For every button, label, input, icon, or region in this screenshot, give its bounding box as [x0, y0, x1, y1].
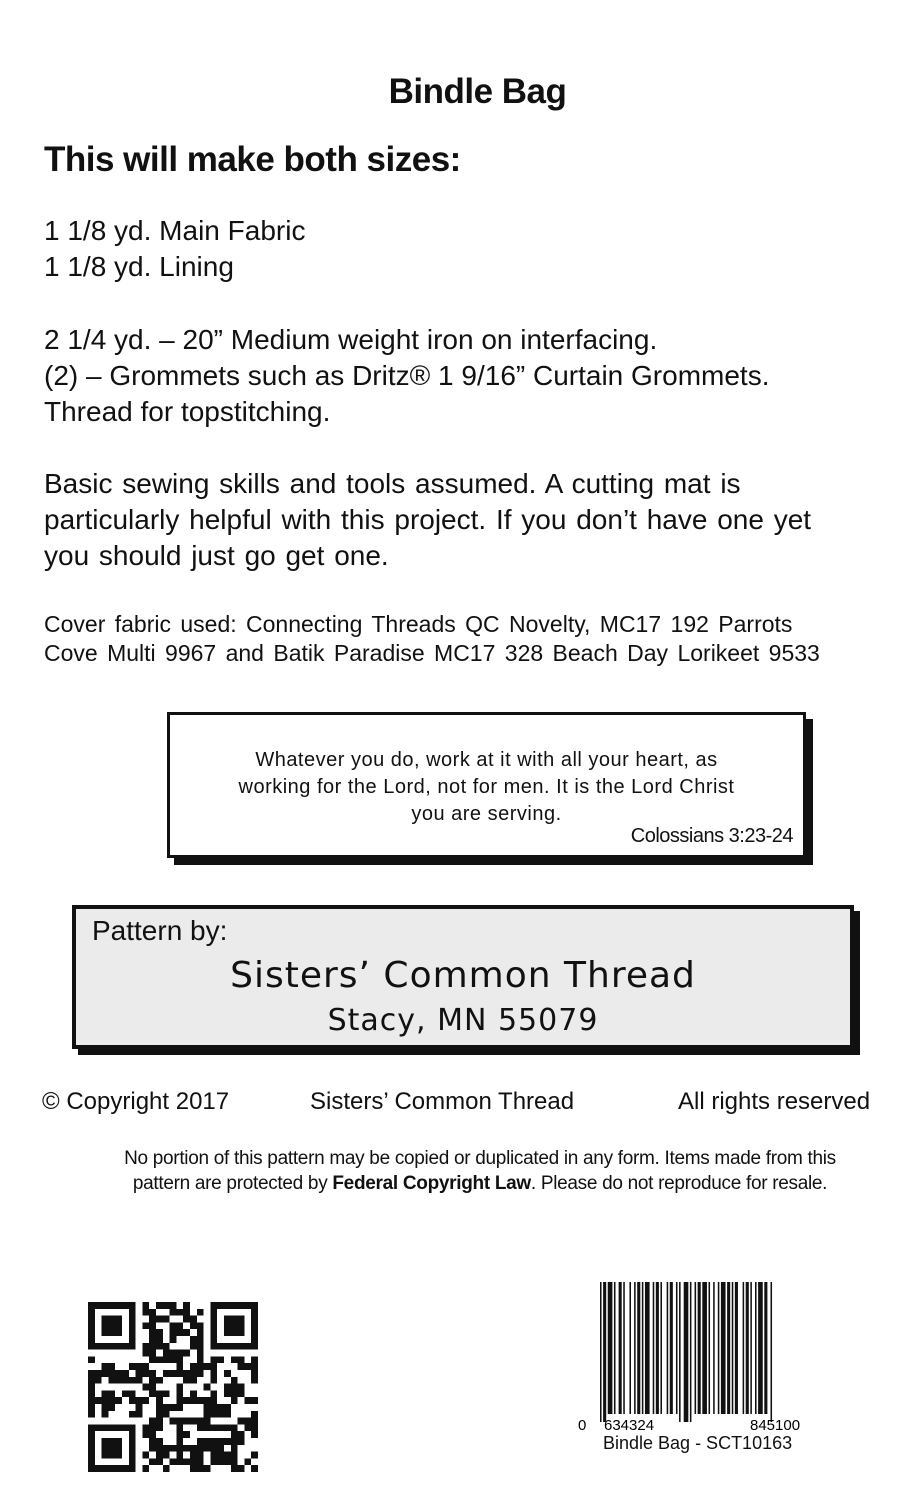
designer-name: Sisters’ Common Thread [230, 955, 696, 996]
qr-code-icon [88, 1302, 258, 1472]
copyright-owner: Sisters’ Common Thread [310, 1088, 575, 1115]
rights-reserved: All rights reserved [678, 1088, 871, 1115]
barcode-icon [578, 1280, 836, 1455]
materials-heading: This will make both sizes: [44, 140, 461, 179]
supply-item: Thread for topstitching. [44, 396, 331, 427]
barcode-group-right: 845100 [750, 1417, 801, 1434]
scripture-reference: Colossians 3:23-24 [630, 825, 793, 847]
pattern-by-box [72, 905, 854, 1049]
scripture-line: working for the Lord, not for men. It is the Lord Christ [238, 776, 735, 798]
cover-fabric-line: Cover fabric used: Connecting Threads QC Novelty, MC17 192 Parrots [44, 611, 793, 637]
barcode-digit: 0 [578, 1417, 587, 1434]
copyright-notice [0, 1146, 915, 1196]
supply-item: 2 1/4 yd. – 20” Medium weight iron on interfacing. [44, 324, 658, 355]
skills-note [44, 466, 811, 574]
fabric-list [44, 213, 305, 285]
pattern-by-label: Pattern by: [92, 915, 228, 946]
notice-line [0, 1171, 915, 1196]
designer-location: Stacy, MN 55079 [327, 1003, 599, 1038]
skills-line: particularly helpful with this project. If you don’t have one yet [44, 504, 812, 535]
skills-line: Basic sewing skills and tools assumed. A cutting mat is [44, 468, 741, 499]
notice-text: . Please do not reproduce for resale. [530, 1173, 828, 1194]
cover-fabric-note [44, 610, 820, 668]
notice-law: Federal Copyright Law [332, 1173, 531, 1194]
scripture-line: you are serving. [411, 803, 562, 825]
fabric-item: 1 1/8 yd. Main Fabric [44, 215, 306, 246]
notice-text: pattern are protected by [132, 1173, 333, 1194]
skills-line: you should just go get one. [44, 540, 389, 571]
fabric-item: 1 1/8 yd. Lining [44, 251, 234, 282]
scripture-line: Whatever you do, work at it with all your heart, as [255, 749, 718, 771]
notice-line: No portion of this pattern may be copied or duplicated in any form. Items made from this [124, 1148, 836, 1169]
supply-item: (2) – Grommets such as Dritz® 1 9/16” Curtain Grommets. [44, 360, 770, 391]
page-title: Bindle Bag [388, 72, 567, 111]
copyright-year: © Copyright 2017 [42, 1088, 230, 1115]
scripture-box [167, 712, 806, 858]
barcode-group-left: 634324 [604, 1417, 655, 1434]
cover-fabric-line: Cove Multi 9967 and Batik Paradise MC17 328 Beach Day Lorikeet 9533 [44, 640, 820, 666]
scripture-text [170, 747, 803, 828]
supplies-list [44, 322, 769, 430]
product-code: Bindle Bag - SCT10163 [603, 1433, 793, 1453]
